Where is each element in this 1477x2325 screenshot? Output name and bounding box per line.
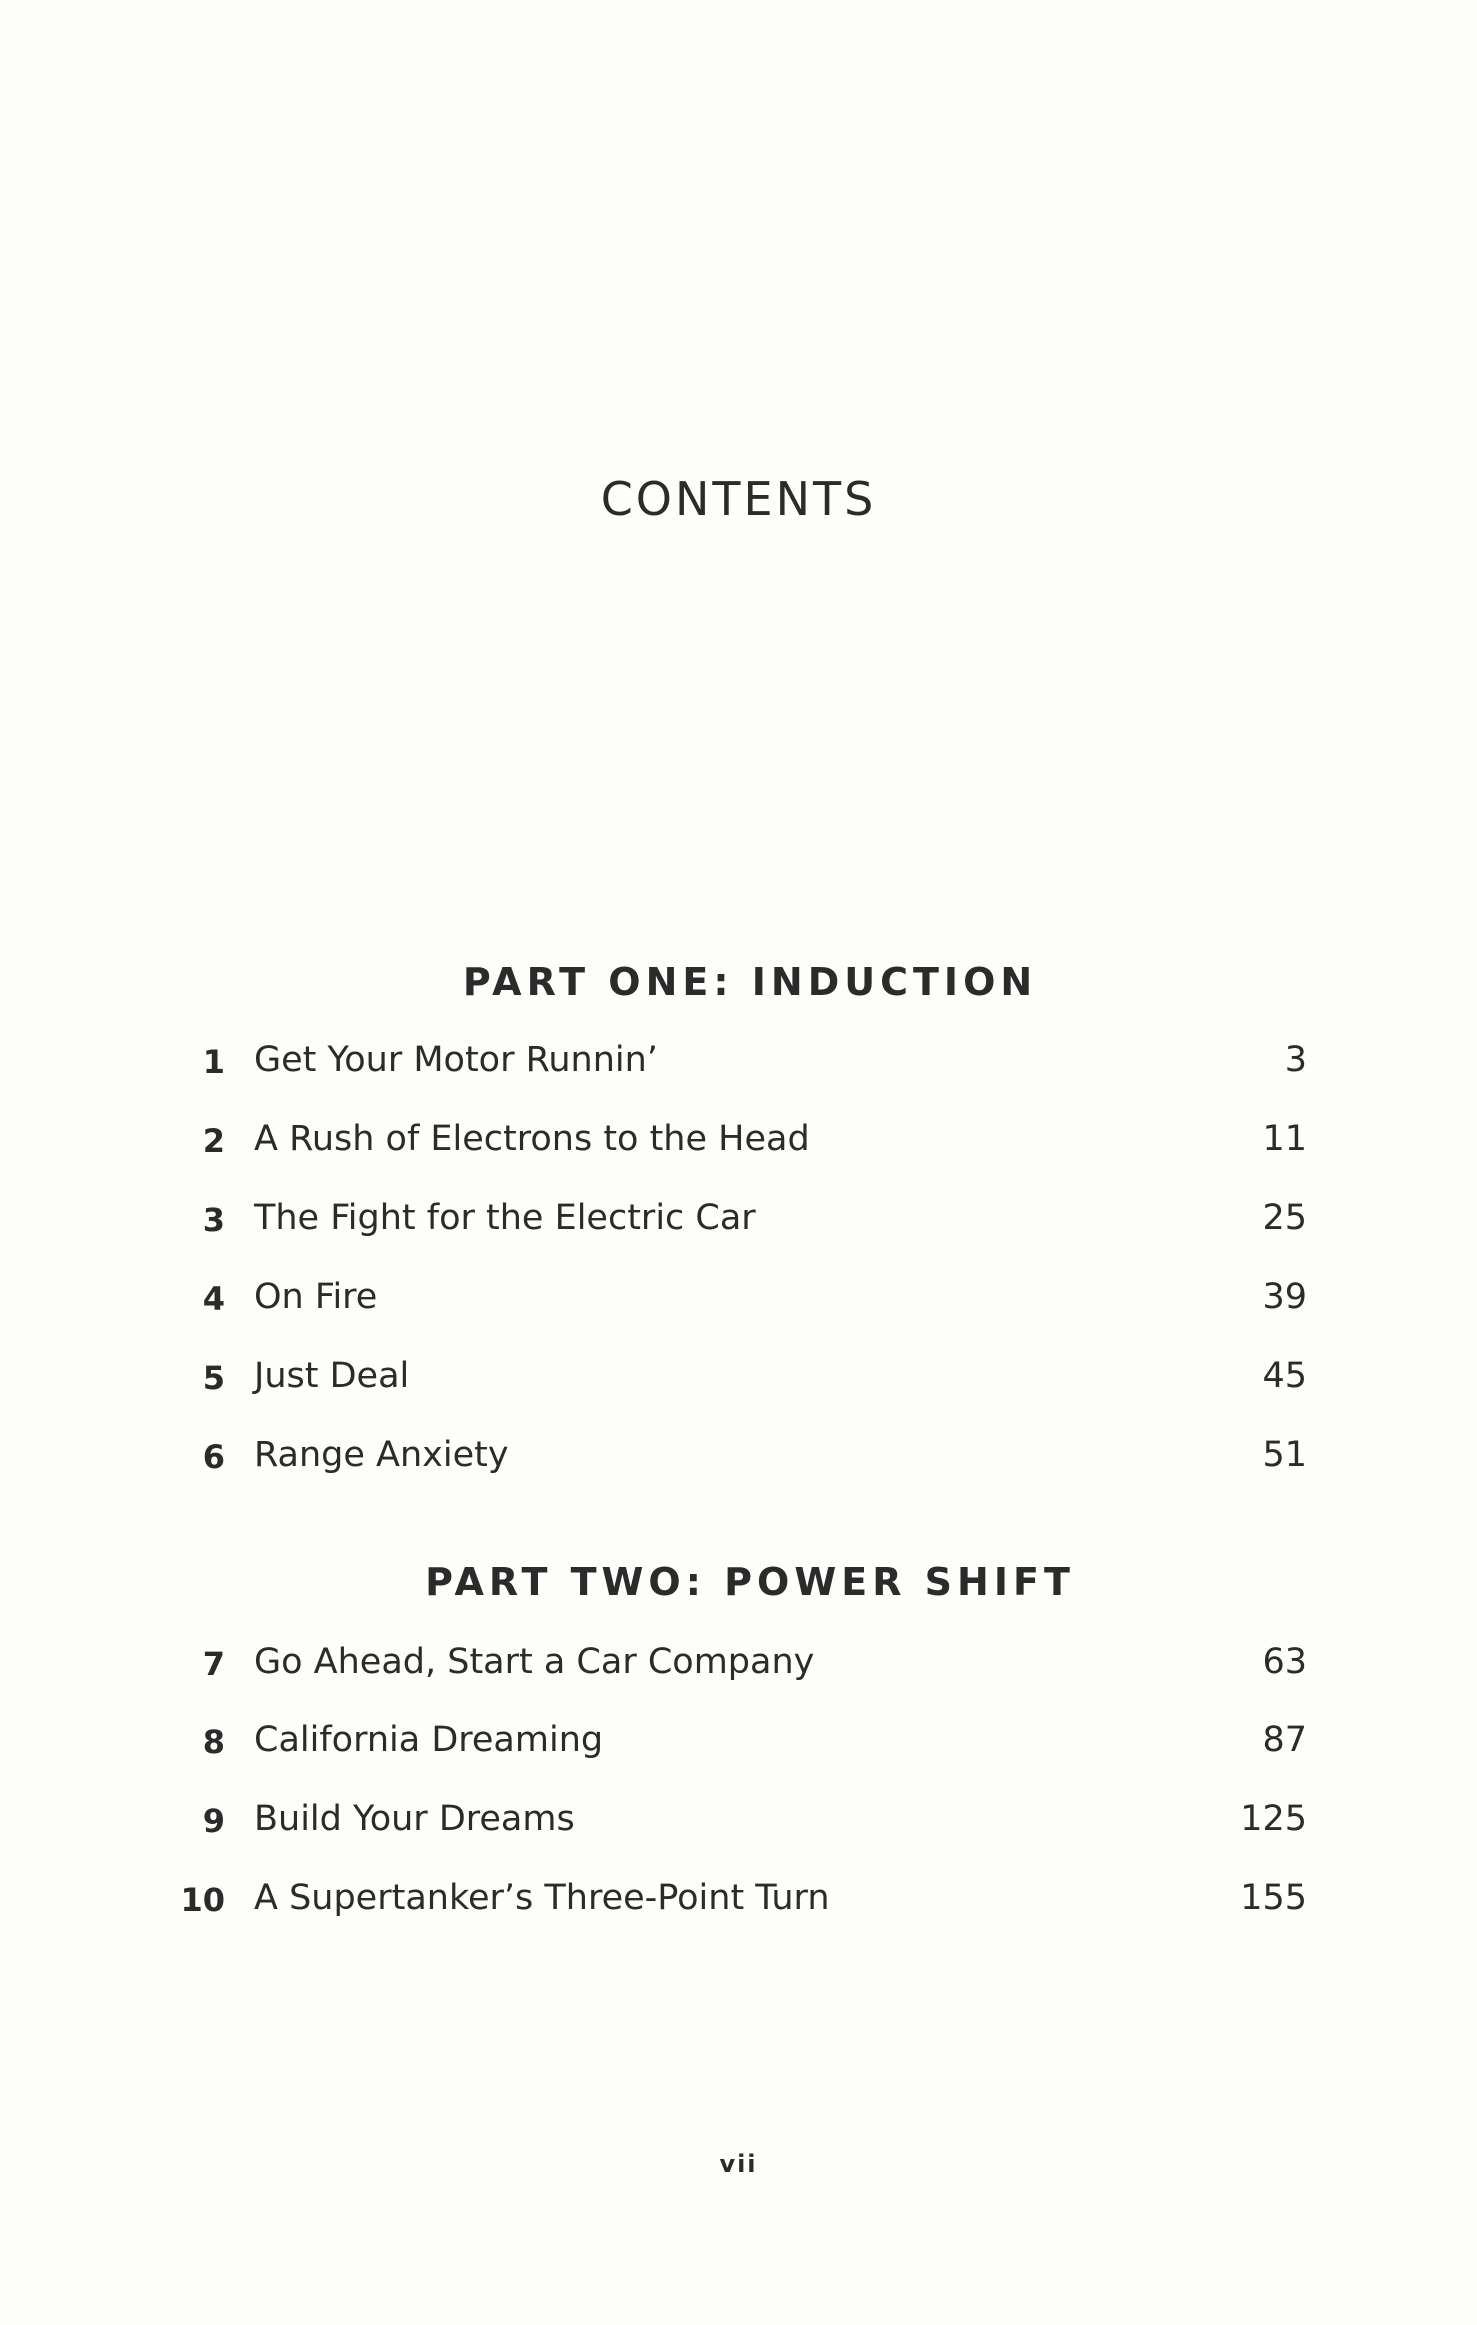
page-number: 45 (1262, 1356, 1307, 1396)
page-number: 51 (1262, 1435, 1307, 1475)
page-number: 155 (1240, 1878, 1307, 1918)
toc-entry[interactable] (0, 1277, 1477, 1327)
chapter-number: 9 (202, 1802, 225, 1840)
chapter-title: A Supertanker’s Three-Point Turn (254, 1878, 830, 1918)
toc-entry[interactable] (0, 1878, 1477, 1928)
chapter-number: 3 (202, 1201, 225, 1239)
chapter-title: Just Deal (254, 1356, 410, 1396)
page-title: CONTENTS (600, 472, 877, 526)
chapter-title: A Rush of Electrons to the Head (254, 1119, 810, 1159)
toc-entry[interactable] (0, 1799, 1477, 1849)
toc-entry[interactable] (0, 1720, 1477, 1770)
part-heading: PART ONE: INDUCTION (462, 960, 1038, 1004)
toc-entry[interactable] (0, 1040, 1477, 1090)
chapter-number: 8 (202, 1723, 225, 1761)
page-number: 25 (1262, 1198, 1307, 1238)
part-heading: PART TWO: POWER SHIFT (425, 1560, 1075, 1604)
chapter-number: 1 (202, 1043, 225, 1081)
chapter-title: Range Anxiety (254, 1435, 509, 1475)
chapter-number: 6 (202, 1438, 225, 1476)
toc-entry[interactable] (0, 1642, 1477, 1692)
page-number: 11 (1262, 1119, 1307, 1159)
page-number: 39 (1262, 1277, 1307, 1317)
page-folio: vii (719, 2150, 758, 2178)
chapter-number: 5 (202, 1359, 225, 1397)
chapter-number: 10 (180, 1881, 225, 1919)
toc-entry[interactable] (0, 1119, 1477, 1169)
toc-entry[interactable] (0, 1435, 1477, 1485)
page-number: 3 (1284, 1040, 1307, 1080)
chapter-title: Build Your Dreams (254, 1799, 575, 1839)
chapter-number: 4 (202, 1280, 225, 1318)
page-number: 125 (1240, 1799, 1307, 1839)
page-number: 63 (1262, 1642, 1307, 1682)
toc-entry[interactable] (0, 1356, 1477, 1406)
chapter-title: On Fire (254, 1277, 378, 1317)
chapter-number: 2 (202, 1122, 225, 1160)
toc-entry[interactable] (0, 1198, 1477, 1248)
page-number: 87 (1262, 1720, 1307, 1760)
chapter-title: Get Your Motor Runnin’ (254, 1040, 658, 1080)
chapter-number: 7 (202, 1645, 225, 1683)
chapter-title: Go Ahead, Start a Car Company (254, 1642, 815, 1682)
chapter-title: The Fight for the Electric Car (254, 1198, 756, 1238)
chapter-title: California Dreaming (254, 1720, 604, 1760)
